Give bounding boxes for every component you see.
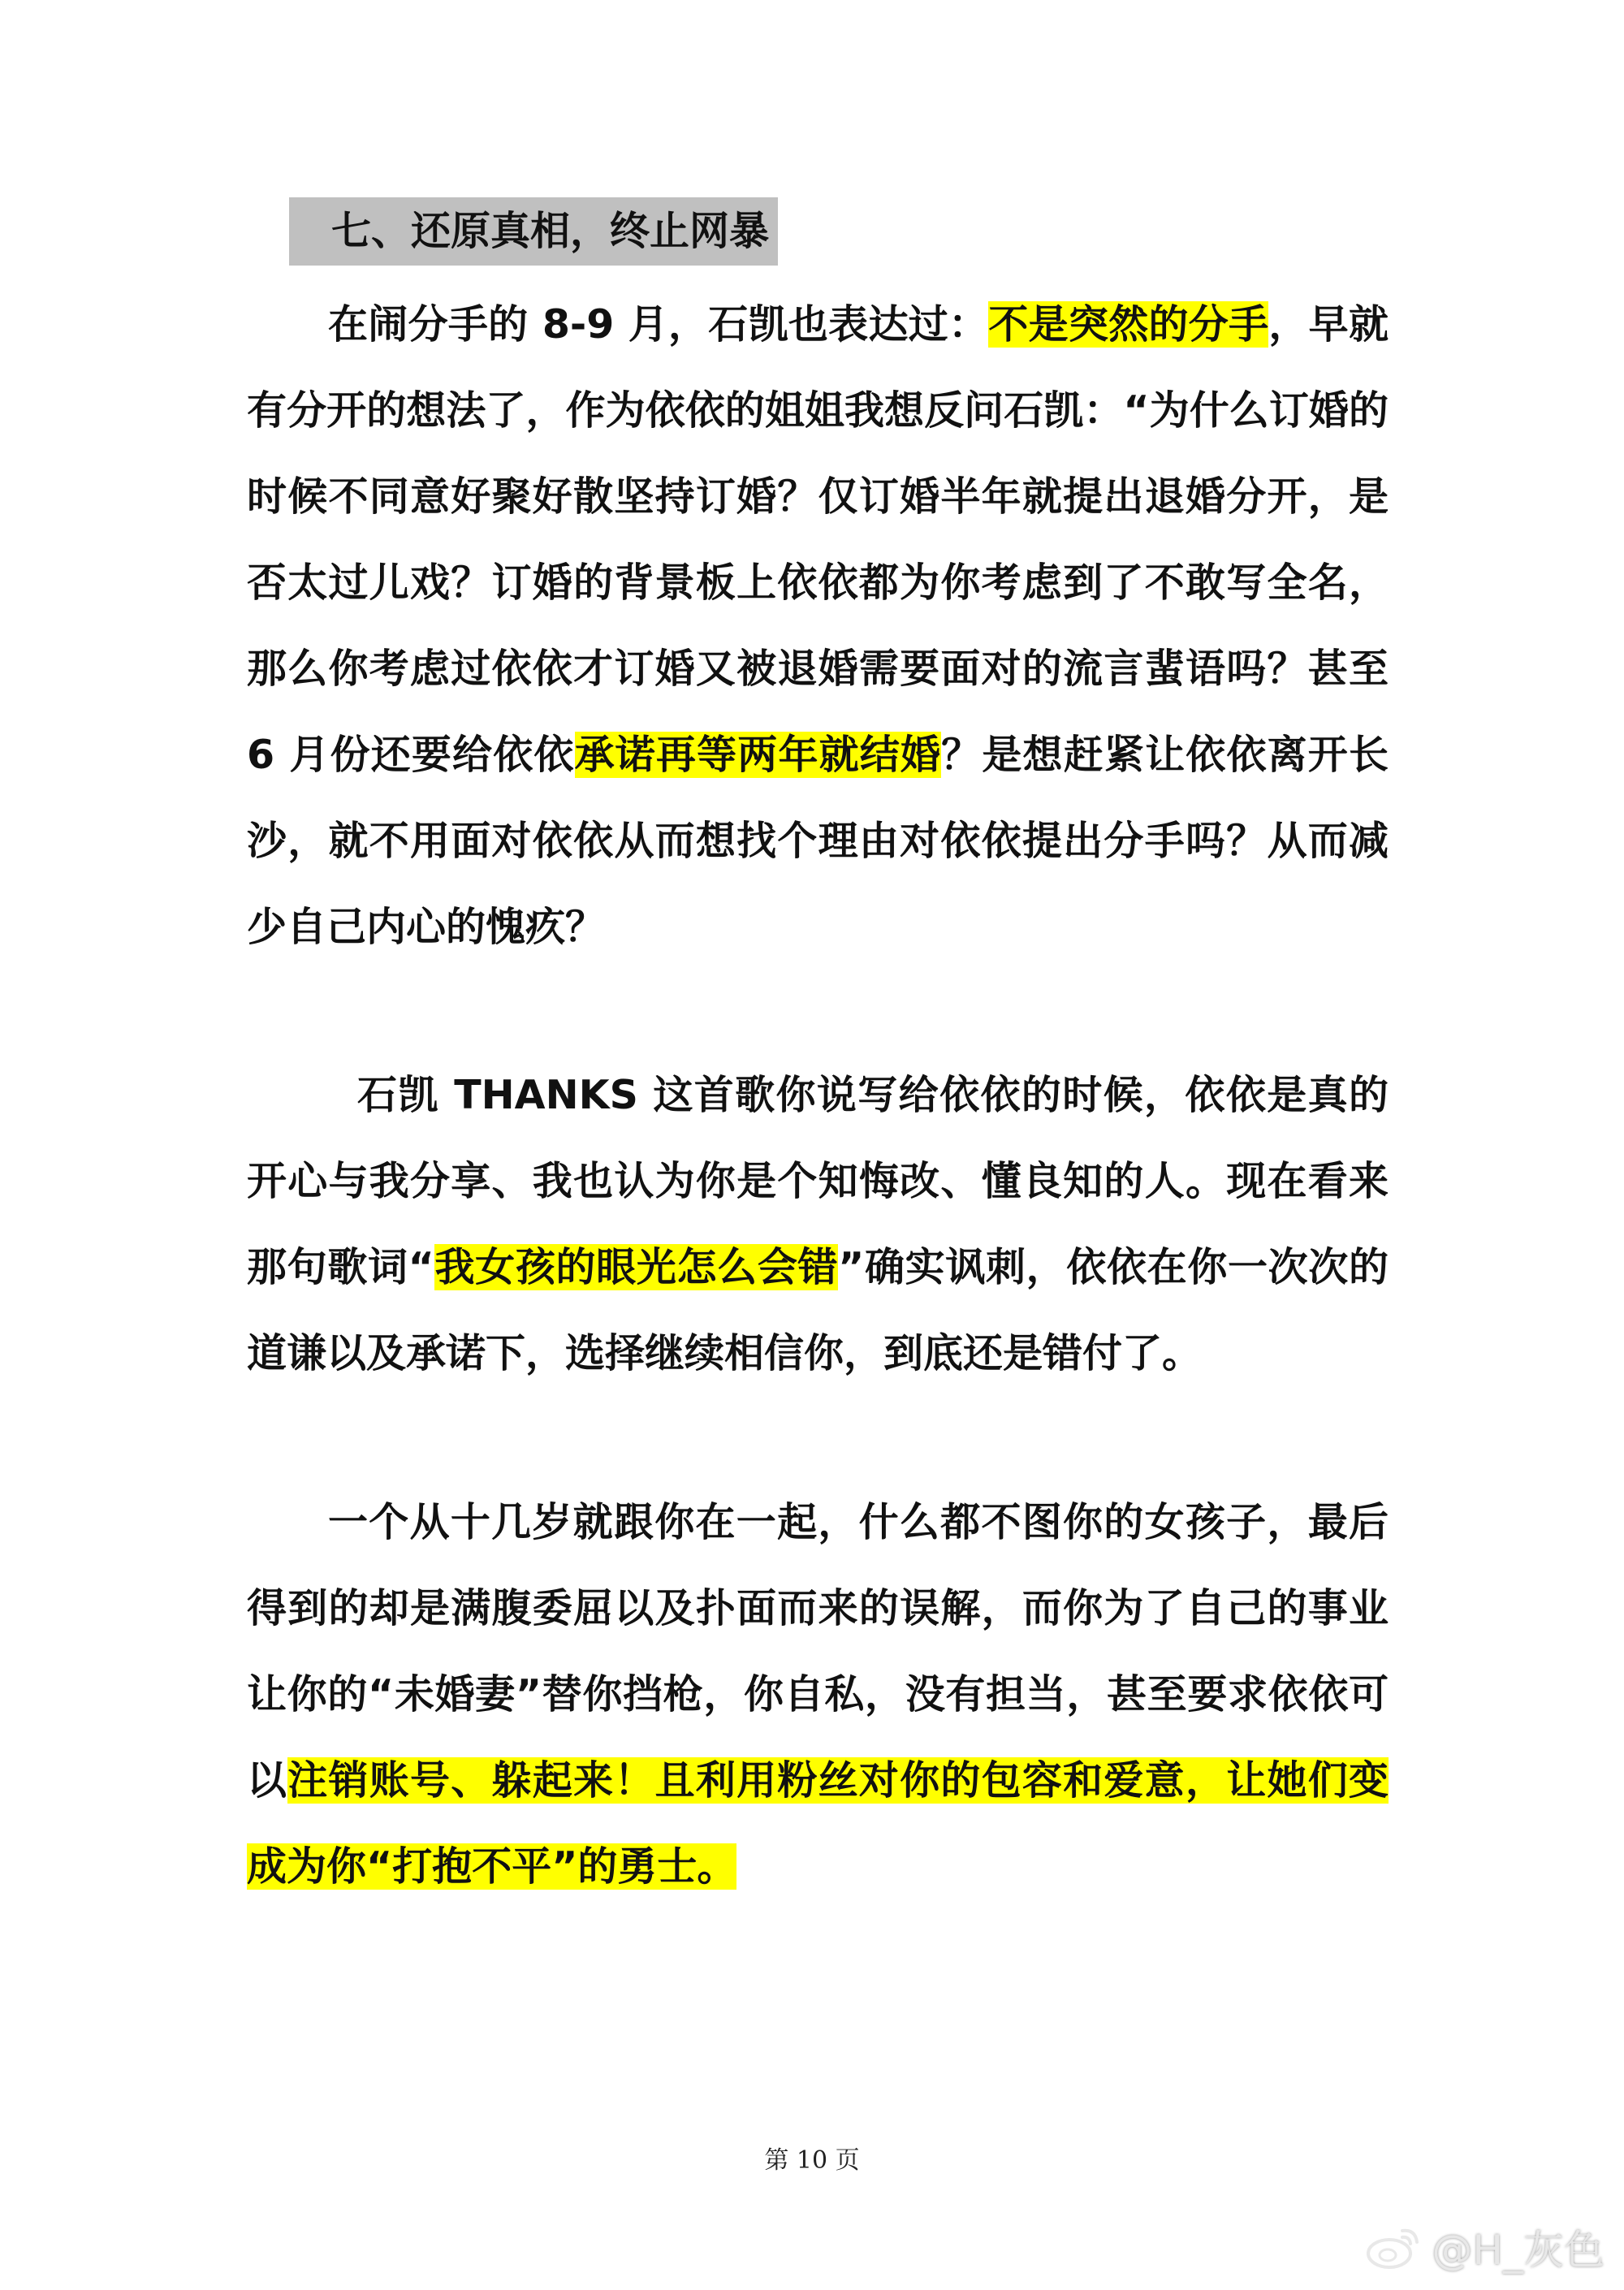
paragraph-1-segment-1: 在闹分手的 8-9 月，石凯也表达过： [328,301,989,348]
paragraph-3-highlight-1: 注销账号、躲起来！且利用粉丝对你的包容和爱意，让她们变成为你“打抱不平”的勇士。 [247,1757,1389,1890]
paragraph-2-segment-1: 石凯 THANKS 这首歌你说写给依依的时候，依依是真的开心与我分享、我也认为你是个知悔改、懂良知的人。现在看来那句歌词“ [247,1072,1389,1290]
paragraph-2-highlight-1: 我女孩的眼光怎么会错 [434,1244,839,1290]
watermark-text: @H_灰色 [1432,2227,1605,2274]
weibo-icon [1365,2224,1422,2270]
paragraph-1-segment-3: ？是想赶紧让依依离开长沙，就不用面对依依从而想找个理由对依依提出分手吗？从而减少自己内心的愧疚？ [247,732,1389,950]
paragraph-1-highlight-1: 不是突然的分手 [988,301,1269,348]
page-number: 第 10 页 [764,2146,860,2175]
paragraph-1 [247,282,1403,970]
paragraph-2 [247,1052,1389,1397]
paragraph-2-segment-2: ”确实讽刺，依依在你一次次的道谦以及承诺下，选择继续相信你，到底还是错付了。 [247,1244,1389,1376]
watermark [1365,2221,1605,2273]
section-heading-text: 七、还原真相，终止网暴 [331,208,770,254]
paragraph-1-segment-2: ，早就有分开的想法了，作为依依的姐姐我想反问石凯：“为什么订婚的时候不同意好聚好散坚持订婚？仅订婚半年就提出退婚分开，是否太过儿戏？订婚的背景板上依依都为你考虑到了不敢写全名，那么你考虑过依依才订婚又被退婚需要面对的流言蜚语吗？甚至 6 月份还要给依依 [247,301,1403,778]
section-heading [289,197,778,266]
paragraph-3-segment-1: 一个从十几岁就跟你在一起，什么都不图你的女孩子，最后得到的却是满腹委屈以及扑面而来的误解，而你为了自己的事业让你的“未婚妻”替你挡枪，你自私，没有担当，甚至要求依依可以 [247,1499,1389,1804]
paragraph-1-highlight-2: 承诺再等两年就结婚 [574,732,942,778]
paragraph-3 [247,1480,1389,1910]
